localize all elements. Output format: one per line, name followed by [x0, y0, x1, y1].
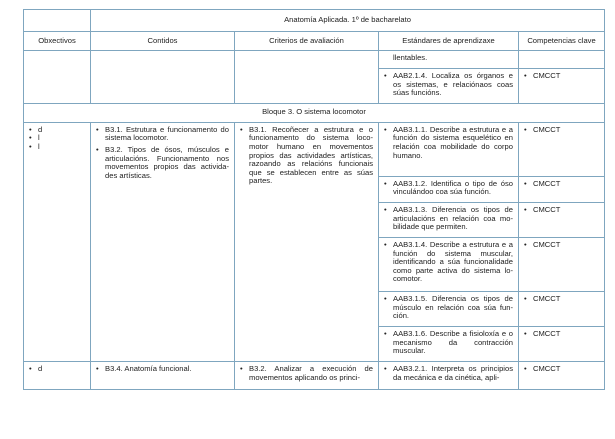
standard-cell [379, 122, 519, 176]
block-heading-row [24, 103, 605, 122]
objective-item: • d [29, 365, 85, 374]
table-row [24, 122, 605, 176]
objective-item: • l [29, 143, 85, 152]
criterion-item: • B3.2. Analizar a execución de movementos aplicando os princi- [240, 365, 373, 382]
standard-item: • AAB3.1.5. Diferencia os tipos de músculo en relación coa súa fun-ción. [384, 295, 513, 321]
standard-item: • AAB3.1.1. Describe a estrutura e a función do sistema esquelético en relación coa mobilidade do corpo humano. [384, 126, 513, 160]
criteria-cell [235, 51, 379, 104]
contents-cell [91, 51, 235, 104]
standard-cell [379, 176, 519, 202]
standard-cell [379, 237, 519, 291]
competence-cell [519, 202, 605, 237]
competence-item: • CMCCT [524, 206, 599, 215]
content-item: • B3.2. Tipos de ósos, músculos e articulacións. Funcionamento nos movementos propios das activida-des artísticas. [96, 146, 229, 180]
competence-cell [519, 361, 605, 389]
contents-cell [91, 122, 235, 361]
header-criteria: Criterios de avaliación [235, 32, 379, 51]
competence-item: • CMCCT [524, 72, 599, 81]
competence-item: • CMCCT [524, 241, 599, 250]
competence-item: • CMCCT [524, 330, 599, 339]
competence-cell [519, 291, 605, 326]
standard-item: • AAB3.1.6. Describe a fisioloxía e o mecanismo da contracción muscular. [384, 330, 513, 356]
standard-cell [379, 326, 519, 361]
competence-item: • CMCCT [524, 126, 599, 135]
competence-cell [519, 176, 605, 202]
table-title: Anatomía Aplicada. 1º de bacharelato [91, 10, 605, 32]
content-item: • B3.4. Anatomía funcional. [96, 365, 229, 374]
header-competences: Competencias clave [519, 32, 605, 51]
standard-item: • AAB3.2.1. Interpreta os principios da mecánica e da cinética, apli- [384, 365, 513, 382]
competence-item: • CMCCT [524, 365, 599, 374]
header-contents: Contidos [91, 32, 235, 51]
competence-cell [519, 122, 605, 176]
standard-continuation: llentables. [393, 53, 428, 62]
objectives-cell [24, 361, 91, 389]
curriculum-table [23, 9, 605, 390]
standard-cell [379, 51, 519, 69]
standard-cell [379, 361, 519, 389]
criteria-cell [235, 361, 379, 389]
table-row [24, 361, 605, 389]
content-item: • B3.1. Estrutura e funcionamento do sistema locomotor. [96, 126, 229, 143]
table-corner-cell [24, 10, 91, 32]
header-standards: Estándares de aprendizaxe [379, 32, 519, 51]
objectives-cell [24, 51, 91, 104]
competence-cell [519, 237, 605, 291]
standard-cell [379, 291, 519, 326]
competence-item: • CMCCT [524, 295, 599, 304]
header-objectives: Obxectivos [24, 32, 91, 51]
criteria-cell [235, 122, 379, 361]
objectives-cell [24, 122, 91, 361]
standard-cell [379, 202, 519, 237]
criterion-item: • B3.1. Recoñecer a estrutura e o funcionamento do sistema loco-motor humano en movementos propios das actividades artísticas, razoando as relacións funcionais que se establecen entre as súas partes. [240, 126, 373, 186]
objective-item: • d [29, 126, 85, 135]
objective-item: • l [29, 134, 85, 143]
competence-cell [519, 51, 605, 69]
standard-item: • AAB3.1.4. Describe a estrutura e a función do sistema muscular, identificando a súa funcionalidade como parte activa do sistema lo-comotor. [384, 241, 513, 284]
block-title: Bloque 3. O sistema locomotor [24, 103, 605, 122]
standard-item: • AAB3.1.2. Identifica o tipo de óso vinculándoo coa súa función. [384, 180, 513, 197]
contents-cell [91, 361, 235, 389]
table-row [24, 51, 605, 69]
competence-item: • CMCCT [524, 180, 599, 189]
standard-cell [379, 69, 519, 104]
competence-cell [519, 69, 605, 104]
standard-item: • AAB2.1.4. Localiza os órganos e os sistemas, e relaciónaos coas súas funcións. [384, 72, 513, 98]
competence-cell [519, 326, 605, 361]
standard-item: • AAB3.1.3. Diferencia os tipos de articulacións en relación coa mo-bilidade que permiten. [384, 206, 513, 232]
